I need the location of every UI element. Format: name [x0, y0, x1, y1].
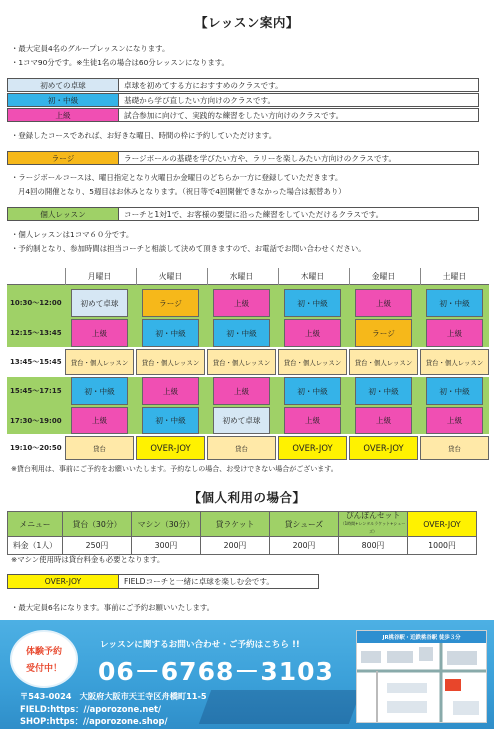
- schedule-time-label: 15:45～17:15: [10, 387, 62, 395]
- schedule-day-mon: 月曜日: [87, 272, 112, 281]
- table-tennis-table-photo: [199, 690, 361, 724]
- schedule-cell-fri: 初・中級: [355, 377, 412, 405]
- schedule-cell-tue: ラージ: [142, 289, 199, 317]
- pricing-header-machine: マシン（30分）: [132, 512, 201, 537]
- class-desc-advanced: 試合参加に向けて、実践的な練習をしたい方向けのクラスです。: [119, 108, 479, 122]
- class-desc-large: ラージボールの基礎を学びたい方や、ラリーを楽しみたい方向けのクラスです。: [119, 151, 479, 165]
- schedule-cell-sat: 初・中級: [426, 377, 483, 405]
- map-block: [387, 683, 427, 693]
- schedule-cell-tue: 貸台・個人レッスン: [136, 349, 205, 375]
- overjoy-desc: FIELDコーチと一緒に卓球を楽しむ会です。: [119, 574, 319, 589]
- schedule-day-fri: 金曜日: [371, 272, 396, 281]
- access-map: [356, 630, 487, 723]
- pricing-price-row: [8, 537, 477, 555]
- schedule-cell-tue: 初・中級: [142, 319, 199, 347]
- class-row-private: [7, 207, 479, 221]
- price-table: 250円: [63, 537, 132, 555]
- map-illustration: [357, 643, 486, 722]
- schedule-time-label: 13:45～15:45: [10, 358, 62, 366]
- schedule-cell-mon: 上級: [71, 407, 128, 434]
- map-block: [387, 701, 427, 713]
- schedule-cell-mon: 上級: [71, 319, 128, 347]
- schedule-cell-thu: 初・中級: [284, 377, 341, 405]
- schedule-cell-thu: 貸台・個人レッスン: [278, 349, 347, 375]
- schedule-cell-mon: 貸台・個人レッスン: [65, 349, 134, 375]
- pricing-header-row: [8, 512, 477, 537]
- schedule-divider: [207, 268, 208, 285]
- map-block: [447, 651, 477, 665]
- trial-badge-line2: 受付中！: [25, 664, 62, 674]
- schedule-divider: [420, 268, 421, 285]
- note-large-1: ・ラージボールコースは、曜日指定となり火曜日か金曜日のどちらか一方に登録していただきます。: [11, 173, 343, 182]
- class-tag-private: 個人レッスン: [7, 207, 119, 221]
- contact-heading: レッスンに関するお問い合わせ・ご予約はこちら !!: [100, 640, 300, 650]
- price-overjoy: 1000円: [408, 537, 477, 555]
- overjoy-tag: OVER-JOY: [7, 574, 119, 589]
- schedule-cell-fri: OVER-JOY: [349, 436, 418, 460]
- map-block: [361, 651, 381, 663]
- schedule-cell-thu: 初・中級: [284, 289, 341, 317]
- class-row-advanced: [7, 108, 479, 122]
- price-machine: 300円: [132, 537, 201, 555]
- section-title-private-use: 【個人利用の場合】: [188, 490, 306, 505]
- schedule-day-sat: 土曜日: [442, 272, 467, 281]
- class-desc-intermediate: 基礎から学び直したい方向けのクラスです。: [119, 93, 479, 107]
- schedule-cell-tue: 初・中級: [142, 407, 199, 434]
- schedule-cell-sat: 上級: [426, 407, 483, 434]
- schedule-day-tue: 火曜日: [158, 272, 183, 281]
- trial-badge-line1: 体験予約: [25, 647, 62, 657]
- schedule-cell-sat: 初・中級: [426, 289, 483, 317]
- schedule-time-label: 12:15～13:45: [10, 329, 62, 337]
- schedule-cell-mon: 貸台: [65, 436, 134, 460]
- schedule-cell-fri: 上級: [355, 407, 412, 434]
- pricing-header-pingpong-label: ぴんぽんセット: [345, 511, 401, 520]
- overjoy-note: ・最大定員6名になります。事前にご予約お願いいたします。: [11, 603, 215, 612]
- schedule-time-label: 17:30～19:00: [10, 416, 62, 425]
- footer-contact: [0, 620, 494, 729]
- map-destination-marker: [445, 679, 461, 691]
- schedule-cell-wed: 初めて卓球: [213, 407, 270, 434]
- class-row-intermediate: [7, 93, 479, 107]
- class-row-beginner: [7, 78, 479, 92]
- pricing-header-shoes: 貸シューズ: [270, 512, 339, 537]
- pricing-header-menu: メニュー: [8, 512, 63, 537]
- schedule-divider: [65, 268, 66, 285]
- overjoy-row: [7, 574, 319, 589]
- note-private-1: ・個人レッスンは1コマ６０分です。: [11, 230, 134, 239]
- map-block: [453, 701, 479, 715]
- schedule-cell-thu: 上級: [284, 319, 341, 347]
- schedule-cell-wed: 上級: [213, 377, 270, 405]
- trial-badge: [10, 630, 78, 688]
- note-large-2: 月4回の開催となり、5週目はお休みとなります。（祝日等で4回開催できなかった場合は振替あり）: [18, 187, 346, 196]
- pricing-header-pingpong: [339, 512, 408, 537]
- class-tag-intermediate: 初・中級: [7, 93, 119, 107]
- map-block: [419, 647, 433, 661]
- schedule-cell-fri: ラージ: [355, 319, 412, 347]
- schedule-cell-mon: 初・中級: [71, 377, 128, 405]
- class-tag-advanced: 上級: [7, 108, 119, 122]
- map-station-label: JR桃谷駅・近鉄桃谷駅 徒歩３分: [357, 631, 486, 643]
- schedule-divider: [349, 268, 350, 285]
- field-url[interactable]: FIELD:https：//aporozone.net/: [20, 704, 162, 714]
- schedule-cell-fri: 上級: [355, 289, 412, 317]
- schedule-cell-wed: 初・中級: [213, 319, 270, 347]
- note-private-2: ・予約制となり、参加時間は担当コーチと相談して決めて頂きますので、お電話でお問い合わせください。: [11, 244, 366, 253]
- class-tag-beginner: 初めての卓球: [7, 78, 119, 92]
- schedule-divider: [278, 268, 279, 285]
- pricing-header-table: 貸台（30分）: [63, 512, 132, 537]
- pricing-table: [7, 511, 477, 555]
- price-racket: 200円: [201, 537, 270, 555]
- schedule-cell-sat: 貸台: [420, 436, 489, 460]
- shop-url[interactable]: SHOP:https：//aporozone.shop/: [20, 716, 168, 726]
- schedule-cell-wed: 貸台・個人レッスン: [207, 349, 276, 375]
- schedule-cell-fri: 貸台・個人レッスン: [349, 349, 418, 375]
- note-duration: ・1コマ90分です。※生徒1名の場合は60分レッスンになります。: [11, 58, 229, 67]
- note-capacity: ・最大定員4名のグループレッスンになります。: [11, 44, 170, 53]
- schedule-cell-tue: 上級: [142, 377, 199, 405]
- class-tag-large: ラージ: [7, 151, 119, 165]
- schedule-time-label: 19:10～20:50: [10, 444, 62, 452]
- pricing-row-label: 料金（1人）: [8, 537, 63, 555]
- schedule-day-thu: 木曜日: [300, 272, 325, 281]
- schedule-cell-mon: 初めて卓球: [71, 289, 128, 317]
- pricing-header-racket: 貸ラケット: [201, 512, 270, 537]
- pricing-header-overjoy: OVER-JOY: [408, 512, 477, 537]
- map-block: [387, 651, 413, 663]
- address: 〒543-0024 大阪府大阪市天王寺区舟橋町11-5: [20, 691, 207, 701]
- schedule-cell-thu: 上級: [284, 407, 341, 434]
- schedule-cell-wed: 貸台: [207, 436, 276, 460]
- phone-number[interactable]: 06－6768－3103: [98, 657, 334, 686]
- schedule-table: [7, 268, 489, 461]
- class-desc-beginner: 卓球を初めてする方におすすめのクラスです。: [119, 78, 479, 92]
- pricing-header-pingpong-sub: （1時間+レンタルラケット+シューズ）: [340, 521, 406, 534]
- schedule-cell-thu: OVER-JOY: [278, 436, 347, 460]
- schedule-day-wed: 水曜日: [229, 272, 254, 281]
- schedule-cell-tue: OVER-JOY: [136, 436, 205, 460]
- schedule-divider: [136, 268, 137, 285]
- pricing-note: ※マシン使用時は貸台料金も必要となります。: [11, 555, 165, 564]
- schedule-time-label: 10:30～12:00: [10, 299, 62, 307]
- note-registered: ・登録したコースであれば、お好きな曜日、時間の枠に予約していただけます。: [11, 131, 277, 140]
- price-pingpong: 800円: [339, 537, 408, 555]
- schedule-cell-wed: 上級: [213, 289, 270, 317]
- schedule-cell-sat: 貸台・個人レッスン: [420, 349, 489, 375]
- class-row-large: [7, 151, 479, 165]
- price-shoes: 200円: [270, 537, 339, 555]
- class-desc-private: コーチと1対1で、お客様の要望に沿った練習をしていただけるクラスです。: [119, 207, 479, 221]
- schedule-cell-sat: 上級: [426, 319, 483, 347]
- schedule-note: ※貸台利用は、事前にご予約をお願いいたします。予約なしの場合、お受けできない場合がございます。: [11, 465, 338, 473]
- page-title: 【レッスン案内】: [195, 15, 299, 30]
